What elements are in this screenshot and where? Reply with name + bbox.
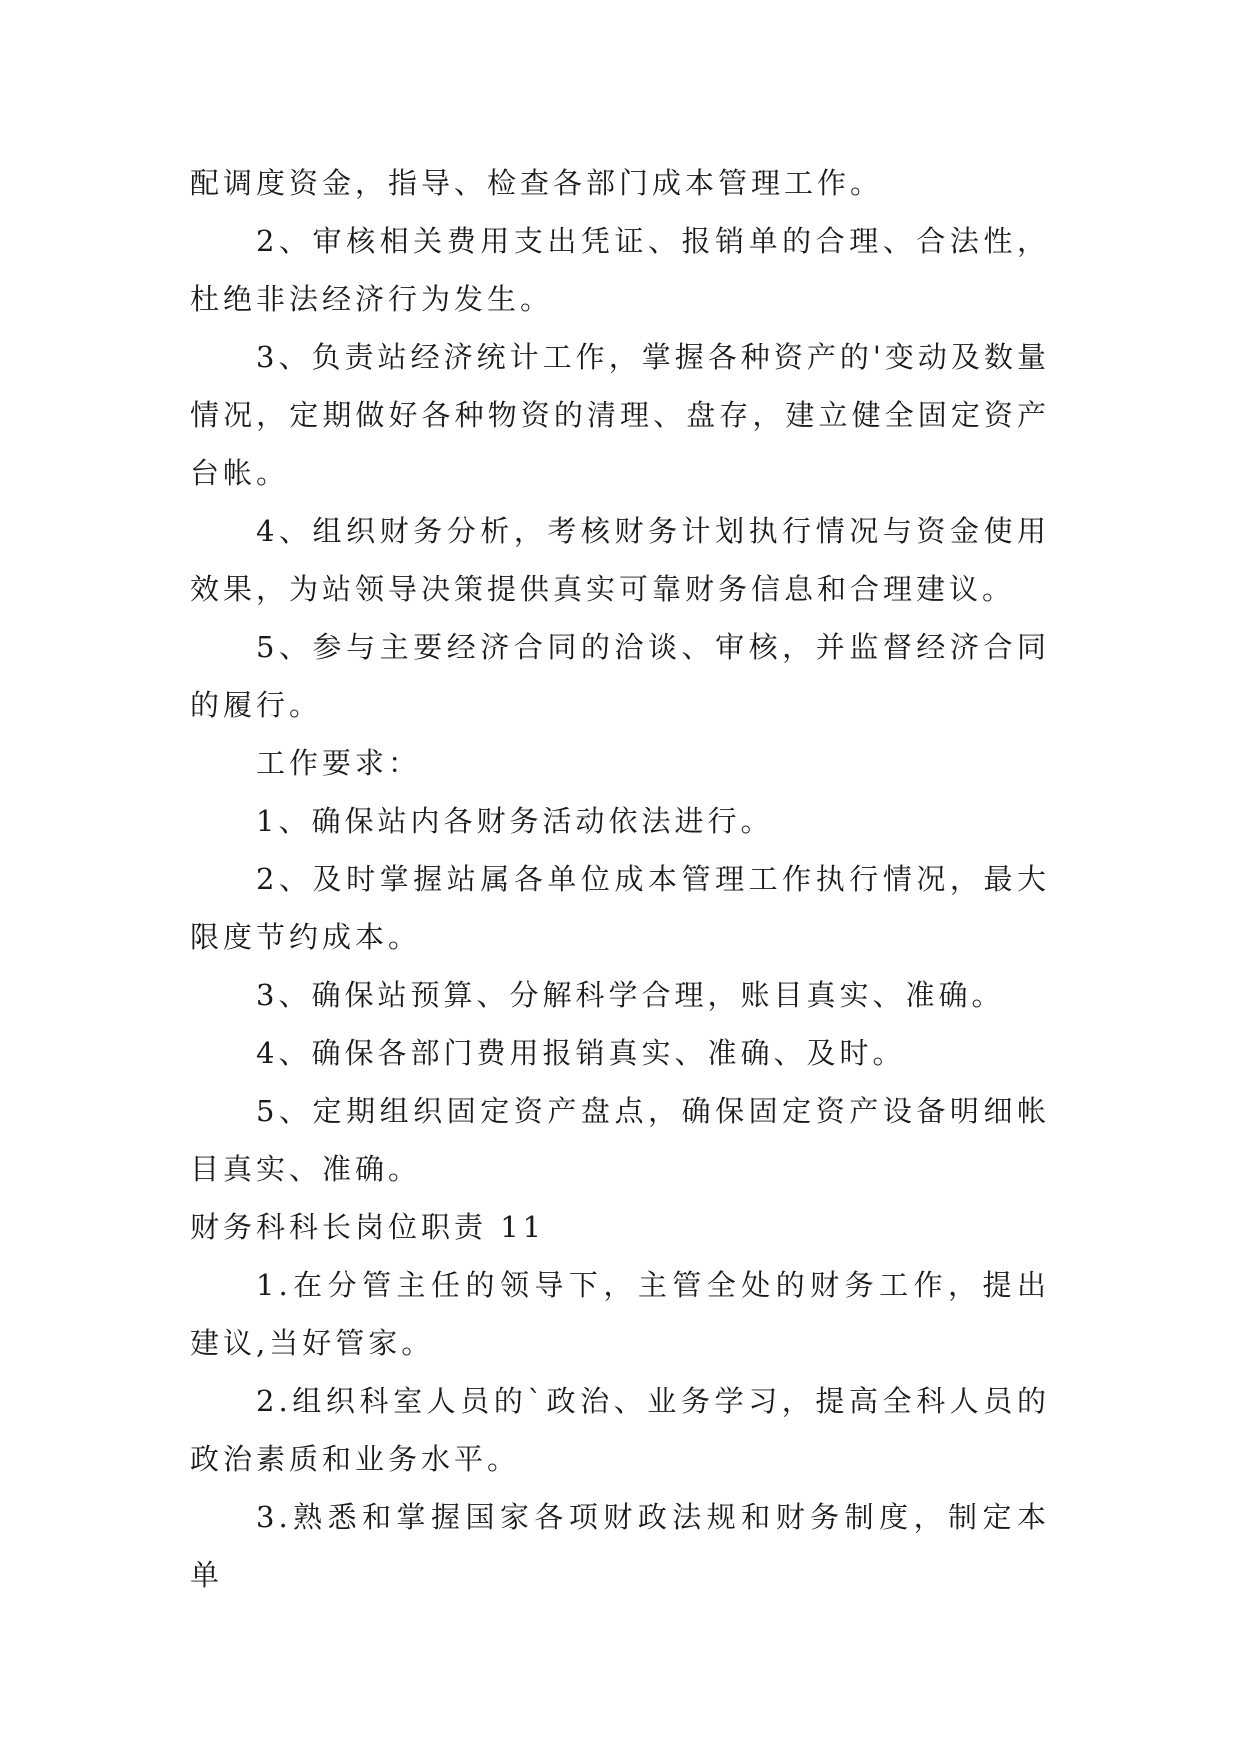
paragraph-duty-4: 4、组织财务分析，考核财务计划执行情况与资金使用效果，为站领导决策提供真实可靠财务信息和合理建议。 [190,514,1050,606]
section-title: 财务科科长岗位职责 11 [190,1210,546,1244]
section-heading-requirements: 工作要求： [256,746,422,780]
paragraph-item-2: 2.组织科室人员的`政治、业务学习，提高全科人员的政治素质和业务水平。 [190,1384,1050,1476]
paragraph-duty-2: 2、审核相关费用支出凭证、报销单的合理、合法性，杜绝非法经济行为发生。 [190,224,1050,316]
paragraph-requirement-1: 1、确保站内各财务活动依法进行。 [256,804,774,838]
paragraph-continuation: 配调度资金，指导、检查各部门成本管理工作。 [190,166,884,200]
paragraph-requirement-5: 5、定期组织固定资产盘点，确保固定资产设备明细帐目真实、准确。 [190,1094,1050,1186]
document-body [190,154,1050,1604]
paragraph-duty-3: 3、负责站经济统计工作，掌握各种资产的'变动及数量情况，定期做好各种物资的清理、盘存，建立健全固定资产台帐。 [190,340,1050,490]
paragraph-requirement-3: 3、确保站预算、分解科学合理，账目真实、准确。 [256,978,1005,1012]
paragraph-requirement-2: 2、及时掌握站属各单位成本管理工作执行情况，最大限度节约成本。 [190,862,1050,954]
paragraph-item-3: 3.熟悉和掌握国家各项财政法规和财务制度，制定本单 [190,1500,1050,1592]
paragraph-requirement-4: 4、确保各部门费用报销真实、准确、及时。 [256,1036,906,1070]
paragraph-item-1: 1.在分管主任的领导下，主管全处的财务工作，提出建议,当好管家。 [190,1268,1050,1360]
paragraph-duty-5: 5、参与主要经济合同的洽谈、审核，并监督经济合同的履行。 [190,630,1050,722]
